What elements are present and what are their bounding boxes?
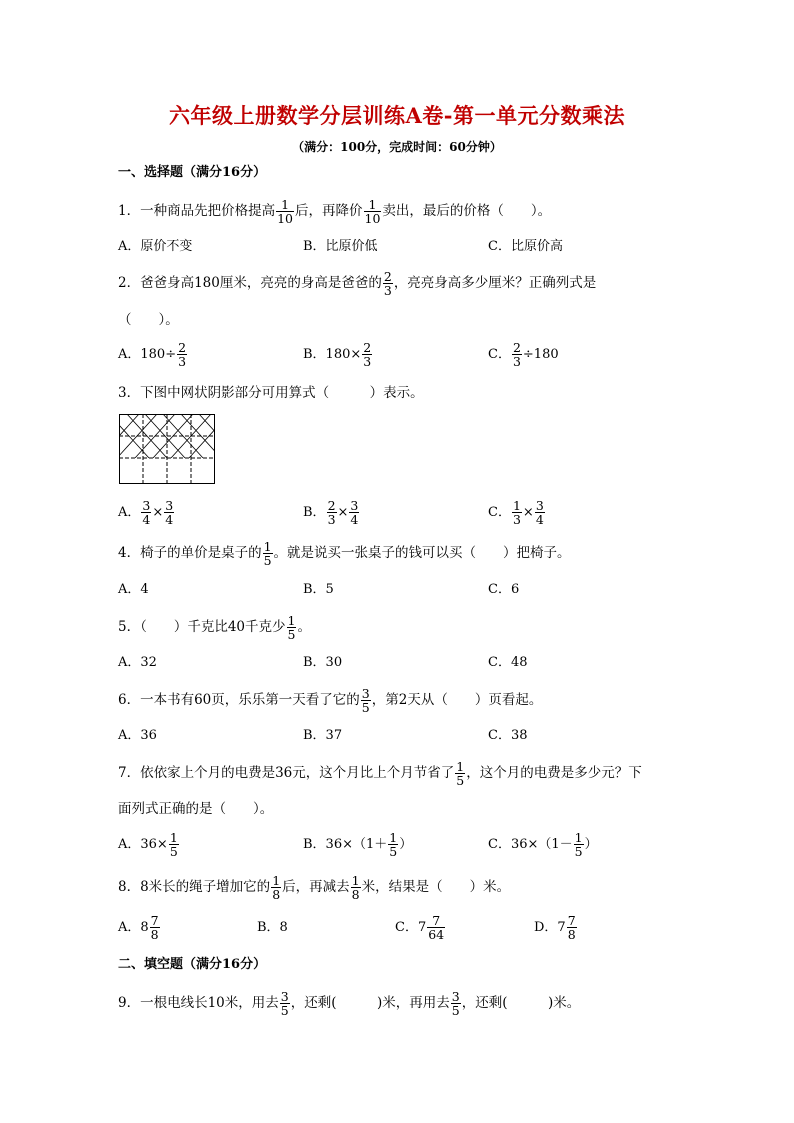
fraction: $\frac{1}{5}$ [456, 759, 465, 788]
question-2 [118, 268, 596, 298]
question-7: 7．依依家上个月的电费是36元，这个月比上个月节省了 $\frac{1}{5}$ ，这个月的电费是多少元？下 [118, 759, 642, 788]
q7-option-c[interactable]: C．36×（1－ $\frac{1}{5}$ ） [488, 830, 598, 859]
q1-option-a[interactable]: A．原价不变 [118, 239, 193, 254]
q2-text-b: ，亮亮身高多少厘米？正确列式是 [393, 275, 597, 291]
q8-option-a[interactable]: A．8 $\frac{7}{8}$ [118, 913, 159, 942]
section-choice-heading: 一、选择题（满分16分） [118, 165, 267, 180]
q3-option-b[interactable]: B． $\frac{2}{3}$ × $\frac{3}{4}$ [303, 498, 359, 527]
question-6: 6．一本书有60页，乐乐第一天看了它的 $\frac{3}{5}$ ，第2天从（ ）页看起。 [118, 686, 543, 715]
q5-option-b[interactable]: B．30 [303, 655, 343, 670]
question-5: 5．（ ）千克比40千克少 $\frac{1}{5}$ 。 [118, 613, 311, 642]
page-subtitle: （满分：100分，完成时间：60分钟） [292, 140, 502, 154]
fraction: $\frac{7}{8}$ [150, 913, 159, 942]
fraction: $\frac{1}{8}$ [272, 873, 281, 902]
page-title: 六年级上册数学分层训练A卷-第一单元分数乘法 [168, 103, 625, 128]
fraction: $\frac{3}{4}$ [142, 498, 151, 527]
fraction: $\frac{3}{4}$ [165, 498, 174, 527]
fraction: $\frac{7}{64}$ [428, 913, 445, 942]
q2-text-a: 2．爸爸身高180厘米，亮亮的身高是爸爸的 [118, 275, 382, 291]
fraction: $\frac{7}{8}$ [567, 913, 576, 942]
fraction: $\frac{2}{3}$ [363, 340, 372, 369]
question-8: 8．8米长的绳子增加它的 $\frac{1}{8}$ 后，再减去 $\frac{1}{8}$ 米，结果是（ ）米。 [118, 873, 511, 902]
fraction: $\frac{2}{3}$ [383, 269, 392, 298]
q6-option-b[interactable]: B．37 [303, 728, 343, 743]
grid-figure [119, 414, 215, 484]
fraction: $\frac{1}{5}$ [287, 613, 296, 642]
q7-text-line2: 面列式正确的是（ ）。 [118, 801, 274, 817]
q8-option-d[interactable]: D．7 $\frac{7}{8}$ [534, 913, 576, 942]
q1-text-b: 后，再降价 [295, 203, 363, 219]
q1-option-b[interactable]: B．比原价低 [303, 239, 378, 254]
q2-option-c[interactable]: C． $\frac{2}{3}$ ÷180 [488, 340, 559, 369]
fraction: $\frac{1}{5}$ [389, 830, 398, 859]
q1-option-c[interactable]: C．比原价高 [488, 239, 563, 254]
fraction: $\frac{3}{5}$ [451, 989, 460, 1018]
fraction: $\frac{3}{5}$ [280, 989, 289, 1018]
fraction: $\frac{2}{3}$ [178, 340, 187, 369]
q7-option-b[interactable]: B．36×（1＋ $\frac{1}{5}$ ） [303, 830, 413, 859]
fraction: $\frac{1}{5}$ [574, 830, 583, 859]
q2-option-a[interactable]: A．180÷ $\frac{2}{3}$ [118, 340, 187, 369]
q7-option-a[interactable]: A．36× $\frac{1}{5}$ [118, 830, 178, 859]
fraction: $\frac{1}{5}$ [263, 539, 272, 568]
fraction: $\frac{3}{4}$ [535, 498, 544, 527]
q1-text-a: 1．一种商品先把价格提高 [118, 203, 276, 219]
fraction: $\frac{1}{10}$ [277, 197, 293, 226]
q2-option-b[interactable]: B．180× $\frac{2}{3}$ [303, 340, 372, 369]
question-4: 4．椅子的单价是桌子的 $\frac{1}{5}$ 。就是说买一张桌子的钱可以买（ ）把椅子。 [118, 539, 571, 568]
question-1 [118, 196, 551, 226]
q3-option-c[interactable]: C． $\frac{1}{3}$ × $\frac{3}{4}$ [488, 498, 544, 527]
q4-option-c[interactable]: C．6 [488, 582, 520, 597]
fraction: $\frac{2}{3}$ [327, 498, 336, 527]
section-fill-heading: 二、填空题（满分16分） [118, 957, 267, 972]
question-3: 3．下图中网状阴影部分可用算式（ ）表示。 [118, 385, 424, 401]
q4-option-b[interactable]: B．5 [303, 582, 334, 597]
q3-option-a[interactable]: A． $\frac{3}{4}$ × $\frac{3}{4}$ [118, 498, 174, 527]
fraction: $\frac{1}{5}$ [169, 830, 178, 859]
q5-option-c[interactable]: C．48 [488, 655, 528, 670]
q6-option-c[interactable]: C．38 [488, 728, 528, 743]
fraction: $\frac{1}{3}$ [512, 498, 521, 527]
q5-option-a[interactable]: A．32 [118, 655, 157, 670]
q2-text-line2: （ ）。 [118, 312, 179, 328]
fraction: $\frac{2}{3}$ [512, 340, 521, 369]
q6-option-a[interactable]: A．36 [118, 728, 157, 743]
q8-option-b[interactable]: B．8 [257, 920, 288, 935]
fraction: $\frac{1}{10}$ [364, 197, 381, 226]
question-9: 9．一根电线长10米，用去 $\frac{3}{5}$ ，还剩( )米，再用去 $\frac{3}{5}$ ，还剩( )米。 [118, 989, 581, 1018]
q8-option-c[interactable]: C．7 $\frac{7}{64}$ [395, 913, 445, 942]
q1-text-c: 卖出，最后的价格（ ）。 [382, 203, 552, 219]
fraction: $\frac{3}{5}$ [361, 686, 370, 715]
q4-option-a[interactable]: A．4 [118, 582, 149, 597]
fraction: $\frac{3}{4}$ [350, 498, 359, 527]
fraction: $\frac{1}{8}$ [351, 873, 360, 902]
